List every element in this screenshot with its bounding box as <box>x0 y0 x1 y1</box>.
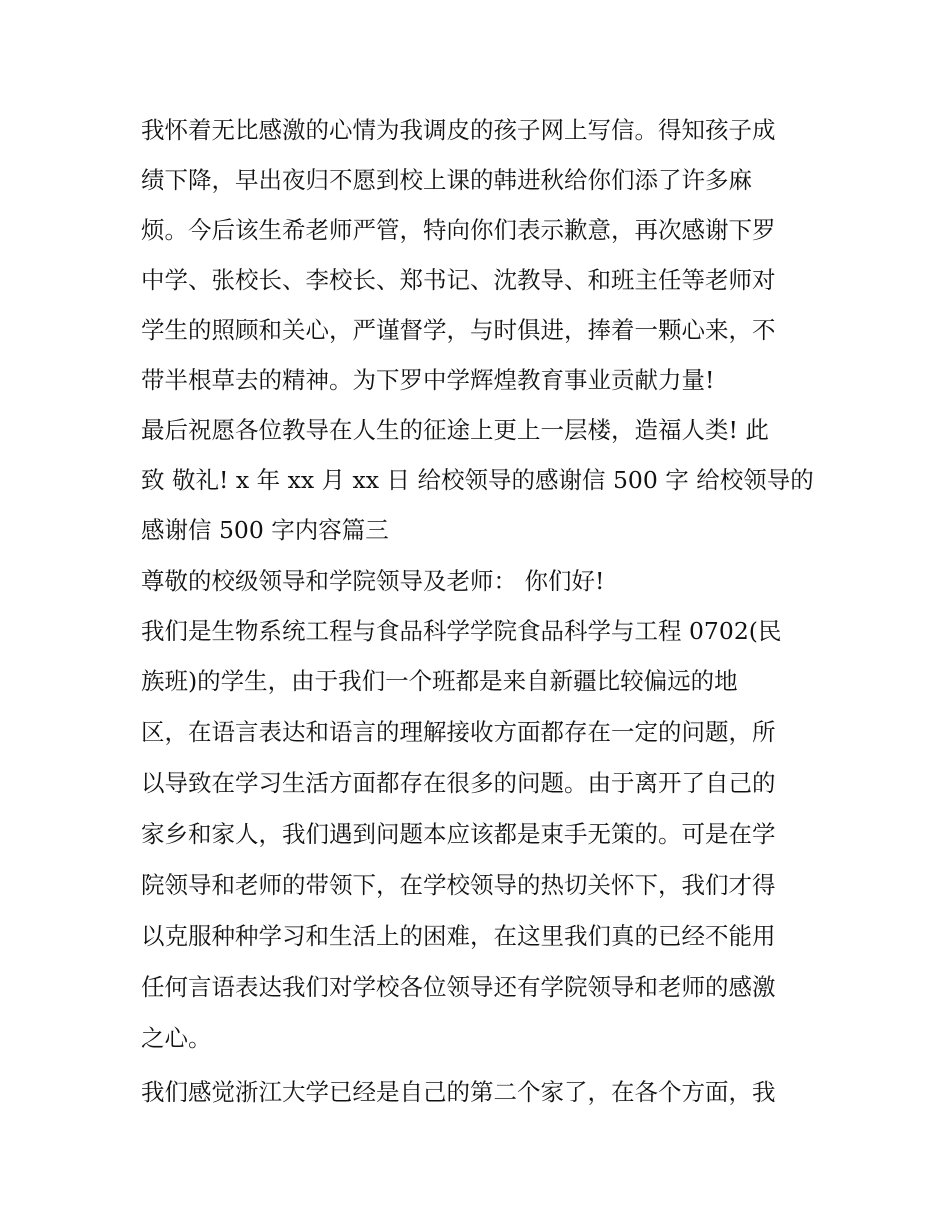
text-line: 我们感觉浙江大学已经是自己的第二个家了，在各个方面，我 <box>141 1078 776 1106</box>
text-line: 之心。 <box>141 1024 212 1052</box>
text-line: 学生的照顾和关心，严谨督学，与时俱进，捧着一颗心来，不 <box>141 316 776 344</box>
text-line: 我怀着无比感激的心情为我调皮的孩子网上写信。得知孩子成 <box>141 116 776 144</box>
text-line: 家乡和家人，我们遇到问题本应该都是束手无策的。可是在学 <box>141 820 776 848</box>
text-line: 院领导和老师的带领下，在学校领导的热切关怀下，我们才得 <box>141 871 776 899</box>
text-line: 致 敬礼! x 年 xx 月 xx 日 给校领导的感谢信 500 字 给校领导的 <box>141 466 814 494</box>
text-line: 以克服种种学习和生活上的困难，在这里我们真的已经不能用 <box>141 922 776 950</box>
text-line: 尊敬的校级领导和学院领导及老师： 你们好! <box>141 567 605 595</box>
text-line: 中学、张校长、李校长、郑书记、沈教导、和班主任等老师对 <box>141 266 776 294</box>
text-line: 最后祝愿各位教导在人生的征途上更上一层楼，造福人类! 此 <box>141 416 769 444</box>
text-line: 感谢信 500 字内容篇三 <box>141 516 389 544</box>
text-line: 烦。今后该生希老师严管，特向你们表示歉意，再次感谢下罗 <box>141 216 776 244</box>
text-line: 族班)的学生，由于我们一个班都是来自新疆比较偏远的地 <box>141 667 738 695</box>
text-line: 带半根草去的精神。为下罗中学辉煌教育事业贡献力量! <box>141 366 715 394</box>
text-line: 以导致在学习生活方面都存在很多的问题。由于离开了自己的 <box>141 769 776 797</box>
text-line: 区，在语言表达和语言的理解接收方面都存在一定的问题，所 <box>141 718 776 746</box>
text-line: 我们是生物系统工程与食品科学学院食品科学与工程 0702(民 <box>141 617 782 645</box>
text-line: 任何言语表达我们对学校各位领导还有学院领导和老师的感激 <box>141 973 776 1001</box>
text-line: 绩下降，早出夜归不愿到校上课的韩进秋给你们添了许多麻 <box>141 166 752 194</box>
